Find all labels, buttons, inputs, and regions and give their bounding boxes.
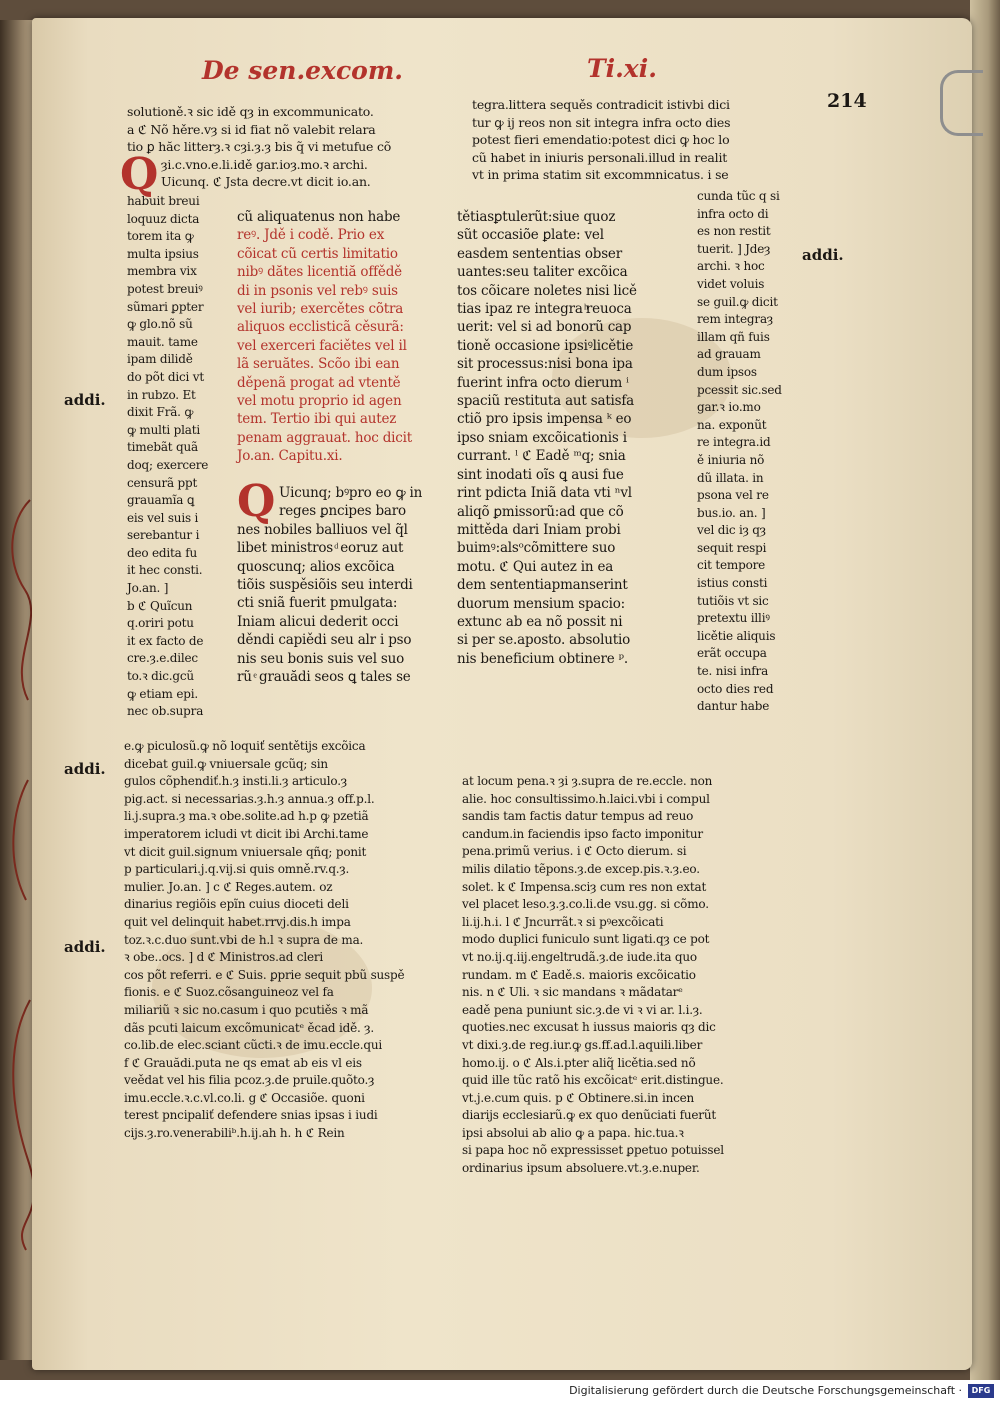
gloss-line: vt no.ij.q.iij.engeltrudã.ȝ.de iude.ita quo bbox=[462, 949, 697, 964]
initial-q-icon: Q bbox=[237, 476, 276, 527]
text-line: dem sententiapmanserint bbox=[457, 577, 628, 594]
gloss-line: pcessit sic.sed bbox=[697, 382, 782, 397]
gloss-line: terest pncipaliť defendere snias ipsas i iudi bbox=[124, 1108, 378, 1123]
gloss-line: sequit respi bbox=[697, 540, 767, 555]
text-line: reges ꝑncipes baro bbox=[279, 503, 406, 520]
gloss-line: ꝙ multi plati bbox=[127, 422, 200, 437]
gloss-line: infra octo di bbox=[697, 206, 769, 221]
gloss-top-mid bbox=[472, 96, 730, 184]
gloss-line: nis. n ℭ Uli. ꝛ sic mandans ꝛ mãdatarᵉ bbox=[462, 985, 683, 1000]
text-line: tem. Tertio ibi qui autez bbox=[237, 411, 397, 428]
gloss-line: pena.primũ verius. i ℭ Octo dierum. si bbox=[462, 844, 687, 859]
gloss-line: bus.io. an. ] bbox=[697, 505, 766, 520]
gloss-line: ꝙ etiam epi. bbox=[127, 686, 198, 701]
gloss-line: alie. hoc consultissimo.h.laici.vbi i compul bbox=[462, 791, 710, 806]
gloss-line: diarijs ecclesiarũ.ꝙ ex quo denũciati fuerũt bbox=[462, 1108, 716, 1123]
text-line: nis seu bonis suis vel suo bbox=[237, 650, 405, 667]
gloss-line: sandis tam factis datur tempus ad reuo bbox=[462, 809, 694, 824]
gloss-line: quoties.nec excusat h iussus maioris qȝ dic bbox=[462, 1020, 716, 1035]
gloss-line: sũmari ꝑpter bbox=[127, 299, 204, 314]
text-line: sũt occasiõe ꝑlate: vel bbox=[457, 227, 604, 244]
folio-number: 214 bbox=[827, 90, 867, 112]
manuscript-page bbox=[32, 18, 972, 1370]
gloss-left-column bbox=[127, 193, 208, 721]
gloss-line: se guil.ꝙ dicit bbox=[697, 294, 778, 309]
page-clip-icon bbox=[940, 70, 983, 136]
gloss-line: istius consti bbox=[697, 576, 768, 591]
text-line: vel iurib; exercětes cõtra bbox=[237, 301, 404, 318]
gloss-line: do põt dici vt bbox=[127, 369, 204, 384]
text-line: ipso sniam excõicationis i bbox=[457, 429, 627, 446]
gloss-line: gar.ꝛ io.mo bbox=[697, 400, 761, 415]
gloss-line: vt dixi.ȝ.de reg.iur.ꝙ gs.ff.ad.l.aquili.liber bbox=[462, 1037, 703, 1052]
text-line: cti sniã fuerit pmulgata: bbox=[237, 595, 398, 612]
text-line: aliquos ecclisticã cěsurã: bbox=[237, 319, 404, 336]
gloss-line: at locum pena.ꝛ ȝi ȝ.supra de re.eccle. non bbox=[462, 774, 713, 788]
text-line: buimꝰ:alsᵒcõmittere suo bbox=[457, 540, 616, 557]
gloss-line: cijs.ȝ.ro.venerabiliᵇ.h.ij.ah h. h ℭ Rein bbox=[124, 1126, 345, 1141]
text-line: uantes:seu taliter excõica bbox=[457, 264, 628, 281]
gloss-line: dum ipsos bbox=[697, 364, 757, 379]
text-line: tiõis suspěsiõis seu interdi bbox=[237, 577, 413, 594]
gloss-line: tio ꝑ hăc litterȝ.ꝛ cȝi.ȝ.ȝ bis q̃ vi metufue cõ bbox=[127, 139, 392, 155]
gloss-line: tegra.littera sequěs contradicit istivbi dici bbox=[472, 97, 730, 112]
gloss-line: octo dies red bbox=[697, 681, 774, 696]
running-title: De sen.excom. bbox=[202, 56, 404, 85]
gloss-line: censurã ppt bbox=[127, 475, 198, 490]
gloss-line: a ℭ Nõ hěre.vȝ si id fiat nõ valebit relara bbox=[127, 121, 376, 137]
gloss-line: videt voluis bbox=[697, 276, 765, 291]
text-line: reꝰ. Jdě i codě. Prio ex bbox=[237, 227, 385, 244]
gloss-line: archi. ꝛ hoc bbox=[697, 259, 765, 274]
gloss-line: timebãt quã bbox=[127, 440, 198, 455]
text-line: extunc ab ea nõ possit ni bbox=[457, 613, 623, 630]
gloss-line: deo edita fu bbox=[127, 545, 198, 560]
gloss-line: candum.in faciendis ipso facto imponitur bbox=[462, 826, 703, 841]
text-line: vel motu proprio id agen bbox=[237, 393, 402, 410]
gloss-line: mulier. Jo.an. ] c ℭ Reges.autem. oz bbox=[124, 879, 333, 894]
gloss-line: membra vix bbox=[127, 264, 197, 279]
text-line: easdem sententias obser bbox=[457, 245, 622, 262]
gloss-line: cos põt referri. e ℭ Suis. ꝑprie sequit pbũ suspě bbox=[124, 967, 405, 982]
margin-note-addi: addi. bbox=[802, 246, 844, 264]
text-line: fuerint infra octo dierum ⁱ bbox=[457, 374, 629, 391]
gloss-line: it ex facto de bbox=[127, 633, 204, 648]
gloss-line: modo duplici funiculo sunt ligati.qȝ ce pot bbox=[462, 932, 710, 947]
text-line: ctiõ pro ipsis impensa ᵏ eo bbox=[457, 411, 632, 428]
gloss-line: ꝙ glo.nõ sũ bbox=[127, 317, 193, 332]
gloss-line: Uicunq. ℭ Jsta decre.vt dicit io.an. bbox=[161, 174, 371, 190]
gloss-line: multa ipsius bbox=[127, 246, 199, 261]
gloss-bottom-left bbox=[124, 738, 404, 1143]
text-line: Uicunq; bꝰpro eo ꝙ in bbox=[279, 485, 423, 501]
gloss-line: pig.act. si necessarias.ȝ.h.ȝ annua.ȝ off.p.l. bbox=[124, 791, 375, 806]
gloss-line: ipam dilidě bbox=[127, 352, 193, 367]
gloss-line: re integra.id bbox=[697, 435, 771, 450]
section-title: Ti.xi. bbox=[587, 54, 657, 83]
gloss-line: tur ꝙ ij reos non sit integra infra octo dies bbox=[472, 114, 731, 130]
gloss-line: quit vel delinquit habet.rrvj.dis.h impa bbox=[124, 914, 351, 929]
dfg-logo-icon: DFG bbox=[968, 1384, 994, 1398]
text-line: mittěda dari Iniam probi bbox=[457, 521, 621, 538]
gloss-line: dantur habe bbox=[697, 699, 770, 714]
gloss-top-left bbox=[127, 103, 391, 191]
text-line: tětiasꝑtulerũt:siue quoz bbox=[457, 209, 616, 225]
gloss-line: rem integraȝ bbox=[697, 312, 773, 327]
gloss-line: na. exponũt bbox=[697, 417, 767, 432]
text-line: libet ministros ͩ eoruz aut bbox=[237, 540, 404, 557]
text-line: tias ipaz re integra ͪreuoca bbox=[457, 301, 632, 318]
text-line: sint inodati oĩs ꝗ ausi fue bbox=[457, 466, 624, 483]
text-line: si per se.aposto. absolutio bbox=[457, 632, 630, 649]
gloss-line: to.ꝛ dic.gcũ bbox=[127, 669, 194, 684]
gloss-line: habuit breui bbox=[127, 194, 200, 208]
gloss-line: torem ita ꝙ bbox=[127, 229, 194, 244]
text-line: spaciũ restituta aut satisfa bbox=[457, 393, 635, 410]
gloss-line: co.lib.de elec.sciant cũcti.ꝛ de imu.eccle.qui bbox=[124, 1038, 382, 1053]
text-line: duorum mensium spacio: bbox=[457, 595, 625, 612]
gloss-line: illam qñ fuis bbox=[697, 329, 770, 344]
gloss-line: Jo.an. ] bbox=[127, 581, 169, 596]
margin-note-addi: addi. bbox=[64, 391, 106, 409]
text-line: Iniam alicui dederit occi bbox=[237, 613, 399, 630]
gloss-line: potest fieri emendatio:potest dici ꝙ hoc lo bbox=[472, 132, 730, 148]
text-line: tioně occasione ipsiꝰlicětie bbox=[457, 337, 634, 354]
gloss-line: tuerit. ] Jdeȝ bbox=[697, 241, 771, 256]
gloss-line: mauit. tame bbox=[127, 334, 198, 349]
gloss-line: dixit Frã. ꝙ bbox=[127, 405, 194, 420]
text-line: cũ aliquatenus non habe bbox=[237, 209, 401, 225]
gloss-line: li.j.supra.ȝ ma.ꝛ obe.solite.ad h.p ꝙ pzetiã bbox=[124, 809, 369, 824]
margin-note-addi: addi. bbox=[64, 938, 106, 956]
text-line: vel exerceri faciětes vel il bbox=[237, 337, 407, 354]
gloss-line: vt dicit guil.signum vniuersale qñq; ponit bbox=[124, 844, 367, 859]
gloss-line: nec ob.supra bbox=[127, 704, 204, 719]
text-line: tos cõicare noletes nisi licě bbox=[457, 282, 637, 299]
gloss-line: in rubzo. Et bbox=[127, 387, 196, 402]
gloss-line: dũ illata. in bbox=[697, 470, 764, 485]
gloss-line: ordinarius ipsum absoluere.vt.ȝ.e.nuper. bbox=[462, 1161, 700, 1176]
initial-q-icon: Q bbox=[120, 149, 159, 200]
gloss-right-column bbox=[697, 188, 782, 716]
gloss-line: psona vel re bbox=[697, 488, 769, 503]
text-line: quoscunq; alios excõica bbox=[237, 558, 395, 575]
gloss-line: e.ꝙ piculosũ.ꝙ nõ loquiť sentětijs excõica bbox=[124, 739, 366, 753]
text-line: rũ ͤ grauădi seos ꝗ tales se bbox=[237, 669, 411, 686]
gloss-line: dinarius regiõis epĩn cuius dioceti deli bbox=[124, 897, 349, 912]
gloss-line: veědat vel his filia pcoz.ȝ.de pruile.quõto.ȝ bbox=[124, 1073, 375, 1088]
gloss-line: vel dic iȝ qȝ bbox=[697, 523, 766, 538]
text-line: uerit: vel si ad bonorũ cap bbox=[457, 319, 632, 336]
gloss-line: potest breuiꝰ bbox=[127, 281, 203, 296]
gloss-line: cre.ȝ.e.dilec bbox=[127, 651, 198, 666]
text-line: nis beneficium obtinere ᵖ. bbox=[457, 650, 628, 667]
gloss-line: pretextu illiꝰ bbox=[697, 611, 770, 626]
text-line: lã seruătes. Scõo ibi ean bbox=[237, 356, 400, 373]
text-line: Jo.an. Capitu.xi. bbox=[237, 448, 343, 465]
gloss-line: imu.eccle.ꝛ.c.vl.co.li. g ℭ Occasiõe. quoni bbox=[124, 1090, 365, 1105]
text-line: nibꝰ dătes licentiă offědě bbox=[237, 264, 402, 281]
text-line: rint pdicta Iniã data vti ⁿvl bbox=[457, 485, 632, 502]
gloss-line: eis vel suis i bbox=[127, 510, 199, 525]
text-line: sit processus:nisi bona ipa bbox=[457, 356, 633, 373]
gloss-line: serebantur i bbox=[127, 528, 200, 543]
text-line: děndi capiědi seu alr i pso bbox=[237, 632, 412, 649]
text-line: nes nobiles balliuos vel q̃l bbox=[237, 521, 408, 538]
gloss-line: erãt occupa bbox=[697, 646, 767, 661]
gloss-line: quid ille tũc ratõ his excõicatᵉ erit.distingue. bbox=[462, 1073, 724, 1088]
gloss-line: vel placet leso.ȝ.ȝ.co.li.de vsu.gg. si cõmo. bbox=[462, 897, 709, 912]
margin-note-addi: addi. bbox=[64, 760, 106, 778]
gloss-bottom-right bbox=[462, 773, 724, 1178]
text-line: di in psonis vel rebꝰ suis bbox=[237, 282, 398, 299]
gloss-line: si papa hoc nõ expressisset ꝑpetuo potuissel bbox=[462, 1143, 724, 1158]
text-line: penam aggrauat. hoc dicit bbox=[237, 429, 412, 446]
gloss-line: dicebat guil.ꝙ vniuersale gcũq; sin bbox=[124, 756, 328, 771]
gloss-line: cunda tũc q si bbox=[697, 189, 780, 203]
gloss-line: miliariũ ꝛ sic no.casum i quo pcutiěs ꝛ mã bbox=[124, 1002, 369, 1017]
gloss-line: cũ habet in iniuris personali.illud in realit bbox=[472, 149, 728, 165]
gloss-line: q.oriri potu bbox=[127, 616, 194, 631]
gloss-line: toz.ꝛ.c.duo sunt.vbi de h.l ꝛ supra de ma. bbox=[124, 932, 364, 947]
margin-doodle-icon bbox=[0, 480, 34, 1260]
gloss-line: solutioně.ꝛ sic idě qȝ in excommunicato. bbox=[127, 104, 374, 119]
gloss-line: es non restit bbox=[697, 224, 771, 239]
text-line: motu. ℭ Qui autez in ea bbox=[457, 558, 614, 575]
gloss-line: te. nisi infra bbox=[697, 664, 769, 679]
gloss-line: ipsi absolui ab alio ꝙ a papa. hic.tua.ꝛ bbox=[462, 1125, 684, 1140]
gloss-line: b ℭ Quĩcun bbox=[127, 598, 193, 613]
gloss-line: eadě pena puniunt sic.ȝ.de vi ꝛ vi ar. l.i.ȝ. bbox=[462, 1002, 703, 1017]
gloss-line: doq; exercere bbox=[127, 457, 209, 472]
gloss-line: grauamĩa ꝗ bbox=[127, 493, 195, 508]
main-text-middle bbox=[457, 208, 637, 668]
gloss-line: loquuz dicta bbox=[127, 211, 200, 226]
gloss-line: tutiõis vt sic bbox=[697, 593, 769, 608]
gloss-line: imperatorem icludi vt dicit ibi Archi.tame bbox=[124, 826, 369, 841]
gloss-line: vt.j.e.cum quis. p ℭ Obtinere.si.in incen bbox=[462, 1090, 695, 1105]
gloss-line: it hec consti. bbox=[127, 563, 203, 578]
gloss-line: gulos cõphendiť.h.ȝ insti.li.ȝ articulo.ȝ bbox=[124, 774, 347, 789]
text-line: děpenã progat ad vtentě bbox=[237, 374, 401, 391]
gloss-line: licětie aliquis bbox=[697, 628, 776, 643]
gloss-line: rundam. m ℭ Eadě.s. maioris excõicatio bbox=[462, 967, 696, 982]
footer-bar bbox=[0, 1380, 1000, 1403]
gloss-line: dãs pcuti laicum excõmunicatᵉ ěcad idě. ȝ. bbox=[124, 1020, 374, 1035]
footer-credit: Digitalisierung gefördert durch die Deutsche Forschungsgemeinschaft · bbox=[569, 1384, 962, 1397]
gloss-line: milis dilatio tẽpons.ȝ.de excep.pis.ꝛ.ȝ.eo. bbox=[462, 861, 700, 876]
text-line: cõicat cũ certis limitatio bbox=[237, 245, 398, 262]
gloss-line: ꝛ obe..ocs. ] d ℭ Ministros.ad cleri bbox=[124, 950, 324, 965]
main-text-left-2 bbox=[237, 484, 422, 686]
gloss-line: solet. k ℭ Impensa.sciȝ cum res non extat bbox=[462, 879, 707, 894]
gloss-line: ȝi.c.vno.e.li.idě gar.ioȝ.mo.ꝛ archi. bbox=[161, 156, 368, 172]
gloss-line: homo.ij. o ℭ Als.i.pter aliq̃ licětia.sed nõ bbox=[462, 1055, 696, 1070]
text-line: currant. ˡ ℭ Eadě ᵐq; snia bbox=[457, 448, 626, 465]
gloss-line: ad grauam bbox=[697, 347, 761, 362]
gloss-line: vt in prima statim sit excommnicatus. i se bbox=[472, 167, 729, 183]
text-line: aliqõ ꝑmissorũ:ad que cõ bbox=[457, 503, 624, 520]
gloss-line: ě iniuria nõ bbox=[697, 452, 765, 467]
gloss-line: li.ij.h.i. l ℭ Jncurrãt.ꝛ si pꝰexcõicati bbox=[462, 914, 664, 929]
gloss-line: p particulari.j.q.vij.si quis omně.rv.q.ȝ. bbox=[124, 862, 350, 877]
main-text-left bbox=[237, 208, 412, 466]
page-stack-edge bbox=[970, 0, 1000, 1380]
gloss-line: f ℭ Grauădi.puta ne qs emat ab eis vl eis bbox=[124, 1055, 362, 1070]
gloss-line: fionis. e ℭ Suoz.cõsanguineoz vel fa bbox=[124, 985, 334, 1000]
gloss-line: cit tempore bbox=[697, 558, 766, 573]
